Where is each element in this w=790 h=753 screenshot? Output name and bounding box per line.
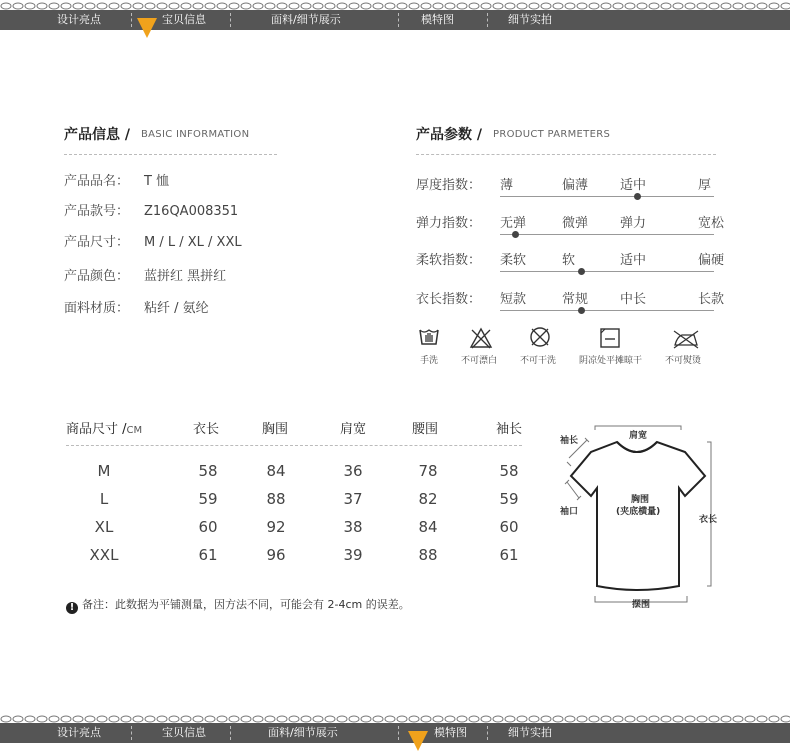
note-text: 备注：此数据为平铺测量，因方法不同，可能会有 2-4cm 的误差。 (82, 598, 410, 611)
info-label: 产品尺寸： (64, 235, 130, 250)
nav-bar (0, 723, 790, 743)
info-label: 产品款号： (64, 204, 130, 219)
size-cell-label: L (99, 490, 109, 508)
param-scale-line (500, 234, 714, 235)
nav-divider (398, 726, 399, 740)
size-cell-value: 59 (198, 490, 218, 508)
size-cell-label: XXL (89, 546, 119, 564)
size-unit: CM (126, 425, 143, 436)
size-cell-value: 60 (499, 518, 519, 536)
size-cell-value: 60 (198, 518, 218, 536)
param-option: 宽松 (698, 216, 725, 231)
size-cell-value: 36 (343, 462, 363, 480)
divider (66, 445, 522, 446)
size-cell-value: 92 (266, 518, 286, 536)
param-option: 厚 (698, 178, 712, 193)
no-iron-icon (672, 329, 700, 349)
param-scale-line (500, 310, 714, 311)
care-label: 不可干洗 (520, 356, 557, 366)
param-option: 微弹 (562, 216, 589, 231)
param-option: 短款 (500, 292, 527, 307)
diagram-label-chest-note: (夹底横量) (616, 507, 661, 517)
nav-divider (230, 13, 231, 27)
bottom-nav (0, 713, 790, 743)
size-cell-value: 84 (418, 518, 438, 536)
size-cell-value: 58 (198, 462, 218, 480)
size-col-header: 肩宽 (340, 422, 367, 437)
param-label: 衣长指数： (416, 292, 482, 307)
diagram-label-shoulder: 肩宽 (629, 431, 648, 441)
info-value: Z16QA008351 (144, 204, 239, 219)
size-col-header: 袖长 (496, 422, 523, 437)
param-option: 偏硬 (698, 253, 725, 268)
care-label: 手洗 (420, 356, 439, 366)
info-row-name (64, 170, 169, 189)
size-cell-value: 39 (343, 546, 363, 564)
nav-divider (131, 726, 132, 740)
size-cell-value: 78 (418, 462, 438, 480)
size-cell-value: 59 (499, 490, 519, 508)
divider (416, 154, 716, 155)
params-title: 产品参数 / (416, 127, 482, 143)
params-subtitle: PRODUCT PARMETERS (493, 129, 611, 140)
nav-divider (487, 726, 488, 740)
nav-item-model[interactable]: 模特图 (434, 726, 467, 739)
diagram-label-cuff: 袖口 (560, 507, 579, 517)
info-row-material (64, 297, 209, 316)
measurement-note (66, 596, 410, 614)
nav-divider (230, 726, 231, 740)
param-option: 长款 (698, 292, 725, 307)
size-cell-value: 61 (499, 546, 519, 564)
info-value: 粘纤 / 氨纶 (144, 301, 209, 316)
nav-item-fabric[interactable]: 面料/细节展示 (268, 726, 338, 739)
basic-info-title: 产品信息 / (64, 127, 130, 143)
nav-item-fabric[interactable]: 面料/细节展示 (271, 13, 341, 26)
param-option: 中长 (620, 292, 647, 307)
info-row-style-no (64, 200, 238, 219)
param-option: 无弹 (500, 216, 527, 231)
param-option: 弹力 (620, 216, 647, 231)
top-nav (0, 0, 790, 30)
param-indicator-dot (578, 268, 585, 275)
info-value: 蓝拼红 黑拼红 (144, 269, 227, 284)
param-option: 薄 (500, 178, 514, 193)
size-table-title (66, 418, 142, 437)
care-label: 不可漂白 (461, 356, 498, 366)
nav-item-details[interactable]: 细节实拍 (508, 726, 552, 739)
param-label: 厚度指数： (416, 178, 482, 193)
info-label: 产品品名： (64, 174, 130, 189)
size-col-header: 腰围 (412, 422, 439, 437)
size-cell-value: 58 (499, 462, 519, 480)
param-indicator-dot (578, 307, 585, 314)
no-bleach-icon (469, 327, 493, 349)
nav-divider (487, 13, 488, 27)
param-option: 软 (562, 253, 576, 268)
size-cell-value: 88 (266, 490, 286, 508)
info-value: T 恤 (144, 174, 170, 189)
basic-info-subtitle: BASIC INFORMATION (141, 129, 250, 140)
param-scale-line (500, 196, 714, 197)
info-row-size (64, 231, 242, 250)
nav-item-info[interactable]: 宝贝信息 (162, 13, 206, 26)
size-col-header: 胸围 (262, 422, 289, 437)
size-cell-value: 38 (343, 518, 363, 536)
param-indicator-dot (512, 231, 519, 238)
param-option: 偏薄 (562, 178, 589, 193)
care-label: 不可熨烫 (665, 356, 702, 366)
nav-item-design[interactable]: 设计亮点 (57, 726, 101, 739)
nav-item-design[interactable]: 设计亮点 (57, 13, 101, 26)
param-label: 弹力指数： (416, 216, 482, 231)
flat-dry-shade-icon (599, 327, 621, 349)
size-cell-value: 61 (198, 546, 218, 564)
warning-icon: ! (66, 602, 78, 614)
param-scale-line (500, 271, 714, 272)
param-option: 柔软 (500, 253, 527, 268)
size-cell-value: 84 (266, 462, 286, 480)
size-cell-value: 37 (343, 490, 363, 508)
size-cell-label: XL (94, 518, 114, 536)
diagram-label-length: 衣长 (699, 515, 718, 525)
no-dry-clean-icon (529, 326, 551, 348)
diagram-label-chest: 胸围 (631, 495, 650, 505)
param-option: 适中 (620, 178, 647, 193)
divider (64, 154, 277, 155)
info-value: M / L / XL / XXL (144, 235, 242, 250)
size-cell-value: 96 (266, 546, 286, 564)
care-label: 阴凉处平摊晾干 (579, 356, 643, 366)
diagram-label-sleeve: 袖长 (560, 436, 579, 446)
nav-bar (0, 10, 790, 30)
nav-divider (131, 13, 132, 27)
size-title-text: 商品尺寸 / (66, 422, 127, 437)
size-cell-label: M (97, 462, 111, 480)
size-cell-value: 82 (418, 490, 438, 508)
size-cell-value: 88 (418, 546, 438, 564)
hand-wash-icon (418, 326, 440, 348)
size-col-header: 衣长 (193, 422, 220, 437)
nav-item-model[interactable]: 模特图 (421, 13, 454, 26)
info-row-color (64, 265, 226, 284)
nav-active-arrow-icon (137, 18, 157, 38)
nav-divider (398, 13, 399, 27)
param-label: 柔软指数： (416, 253, 482, 268)
info-label: 产品颜色： (64, 269, 130, 284)
param-option: 常规 (562, 292, 589, 307)
nav-item-info[interactable]: 宝贝信息 (162, 726, 206, 739)
param-option: 适中 (620, 253, 647, 268)
param-indicator-dot (634, 193, 641, 200)
info-label: 面料材质： (64, 301, 130, 316)
nav-active-arrow-icon (408, 731, 428, 751)
diagram-label-hem: 摆围 (632, 600, 651, 610)
nav-item-details[interactable]: 细节实拍 (508, 13, 552, 26)
